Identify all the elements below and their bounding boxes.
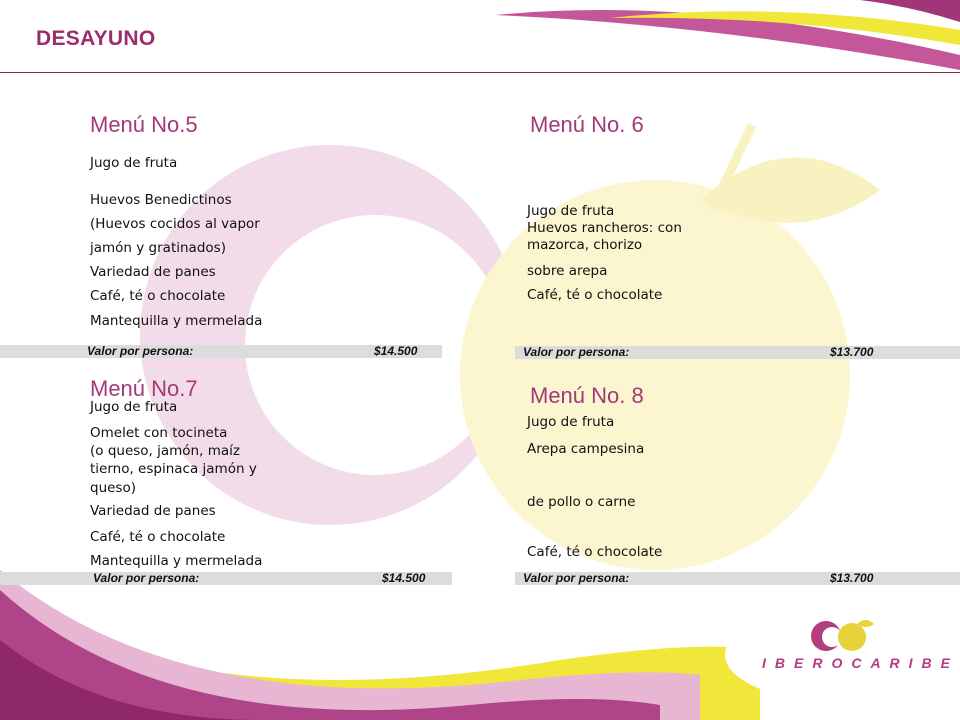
menu-5-item: Huevos Benedictinos [90,192,232,208]
menu-8-price: $13.700 [830,571,874,585]
menu-5-item: Mantequilla y mermelada [90,313,263,329]
menu-7-price-label: Valor por persona: [93,571,200,585]
menu-5-item: Jugo de fruta [90,155,178,171]
menu-6-item: sobre arepa [527,263,608,279]
menu-7-item: Omelet con tocineta [90,425,228,441]
menu-8-item: de pollo o carne [527,494,636,510]
menu-8-item: Arepa campesina [527,441,645,457]
menu-6-title: Menú No. 6 [530,112,644,137]
menu-6-item: mazorca, chorizo [527,237,643,253]
menu-8-item: Jugo de fruta [527,414,615,430]
menu-7-item: Variedad de panes [90,503,216,519]
menu-5-title: Menú No.5 [90,112,198,137]
menu-8-title: Menú No. 8 [530,383,644,408]
menu-7-title: Menú No.7 [90,376,198,401]
menu-7-item: (o queso, jamón, maíz [90,443,240,459]
logo-fruit [838,623,866,651]
menu-5-item: jamón y gratinados) [90,240,226,256]
menu-7-item: Mantequilla y mermelada [90,553,263,569]
menu-7-item: queso) [90,480,136,496]
menu-6-item: Café, té o chocolate [527,287,663,303]
menu-5-price-bar [0,345,442,358]
menu-6-price-label: Valor por persona: [523,345,630,359]
logo-wordmark: IBEROCARIBE [762,655,960,671]
menu-7-item: tierno, espinaca jamón y [90,461,257,477]
menu-6-item: Jugo de fruta [527,203,615,219]
menu-8-price-label: Valor por persona: [523,571,630,585]
menu-7-price: $14.500 [382,571,426,585]
menu-6-price: $13.700 [830,345,874,359]
menu-5-price-label: Valor por persona: [87,344,194,358]
menu-5-item: Café, té o chocolate [90,288,226,304]
menu-8-price-bar [515,572,960,585]
menu-5-price: $14.500 [374,344,418,358]
menu-5-item: (Huevos cocidos al vapor [90,216,260,232]
menu-7-item: Café, té o chocolate [90,529,226,545]
menu-8-item: Café, té o chocolate [527,544,663,560]
page-title: DESAYUNO [36,27,156,50]
menu-6-price-bar [515,346,960,359]
watermark-yellow-fruit [460,180,850,570]
menu-7-price-bar [0,572,452,585]
menu-7-item: Jugo de fruta [90,399,178,415]
title-divider [0,72,960,73]
menu-5-item: Variedad de panes [90,264,216,280]
menu-6-item: Huevos rancheros: con [527,220,682,236]
